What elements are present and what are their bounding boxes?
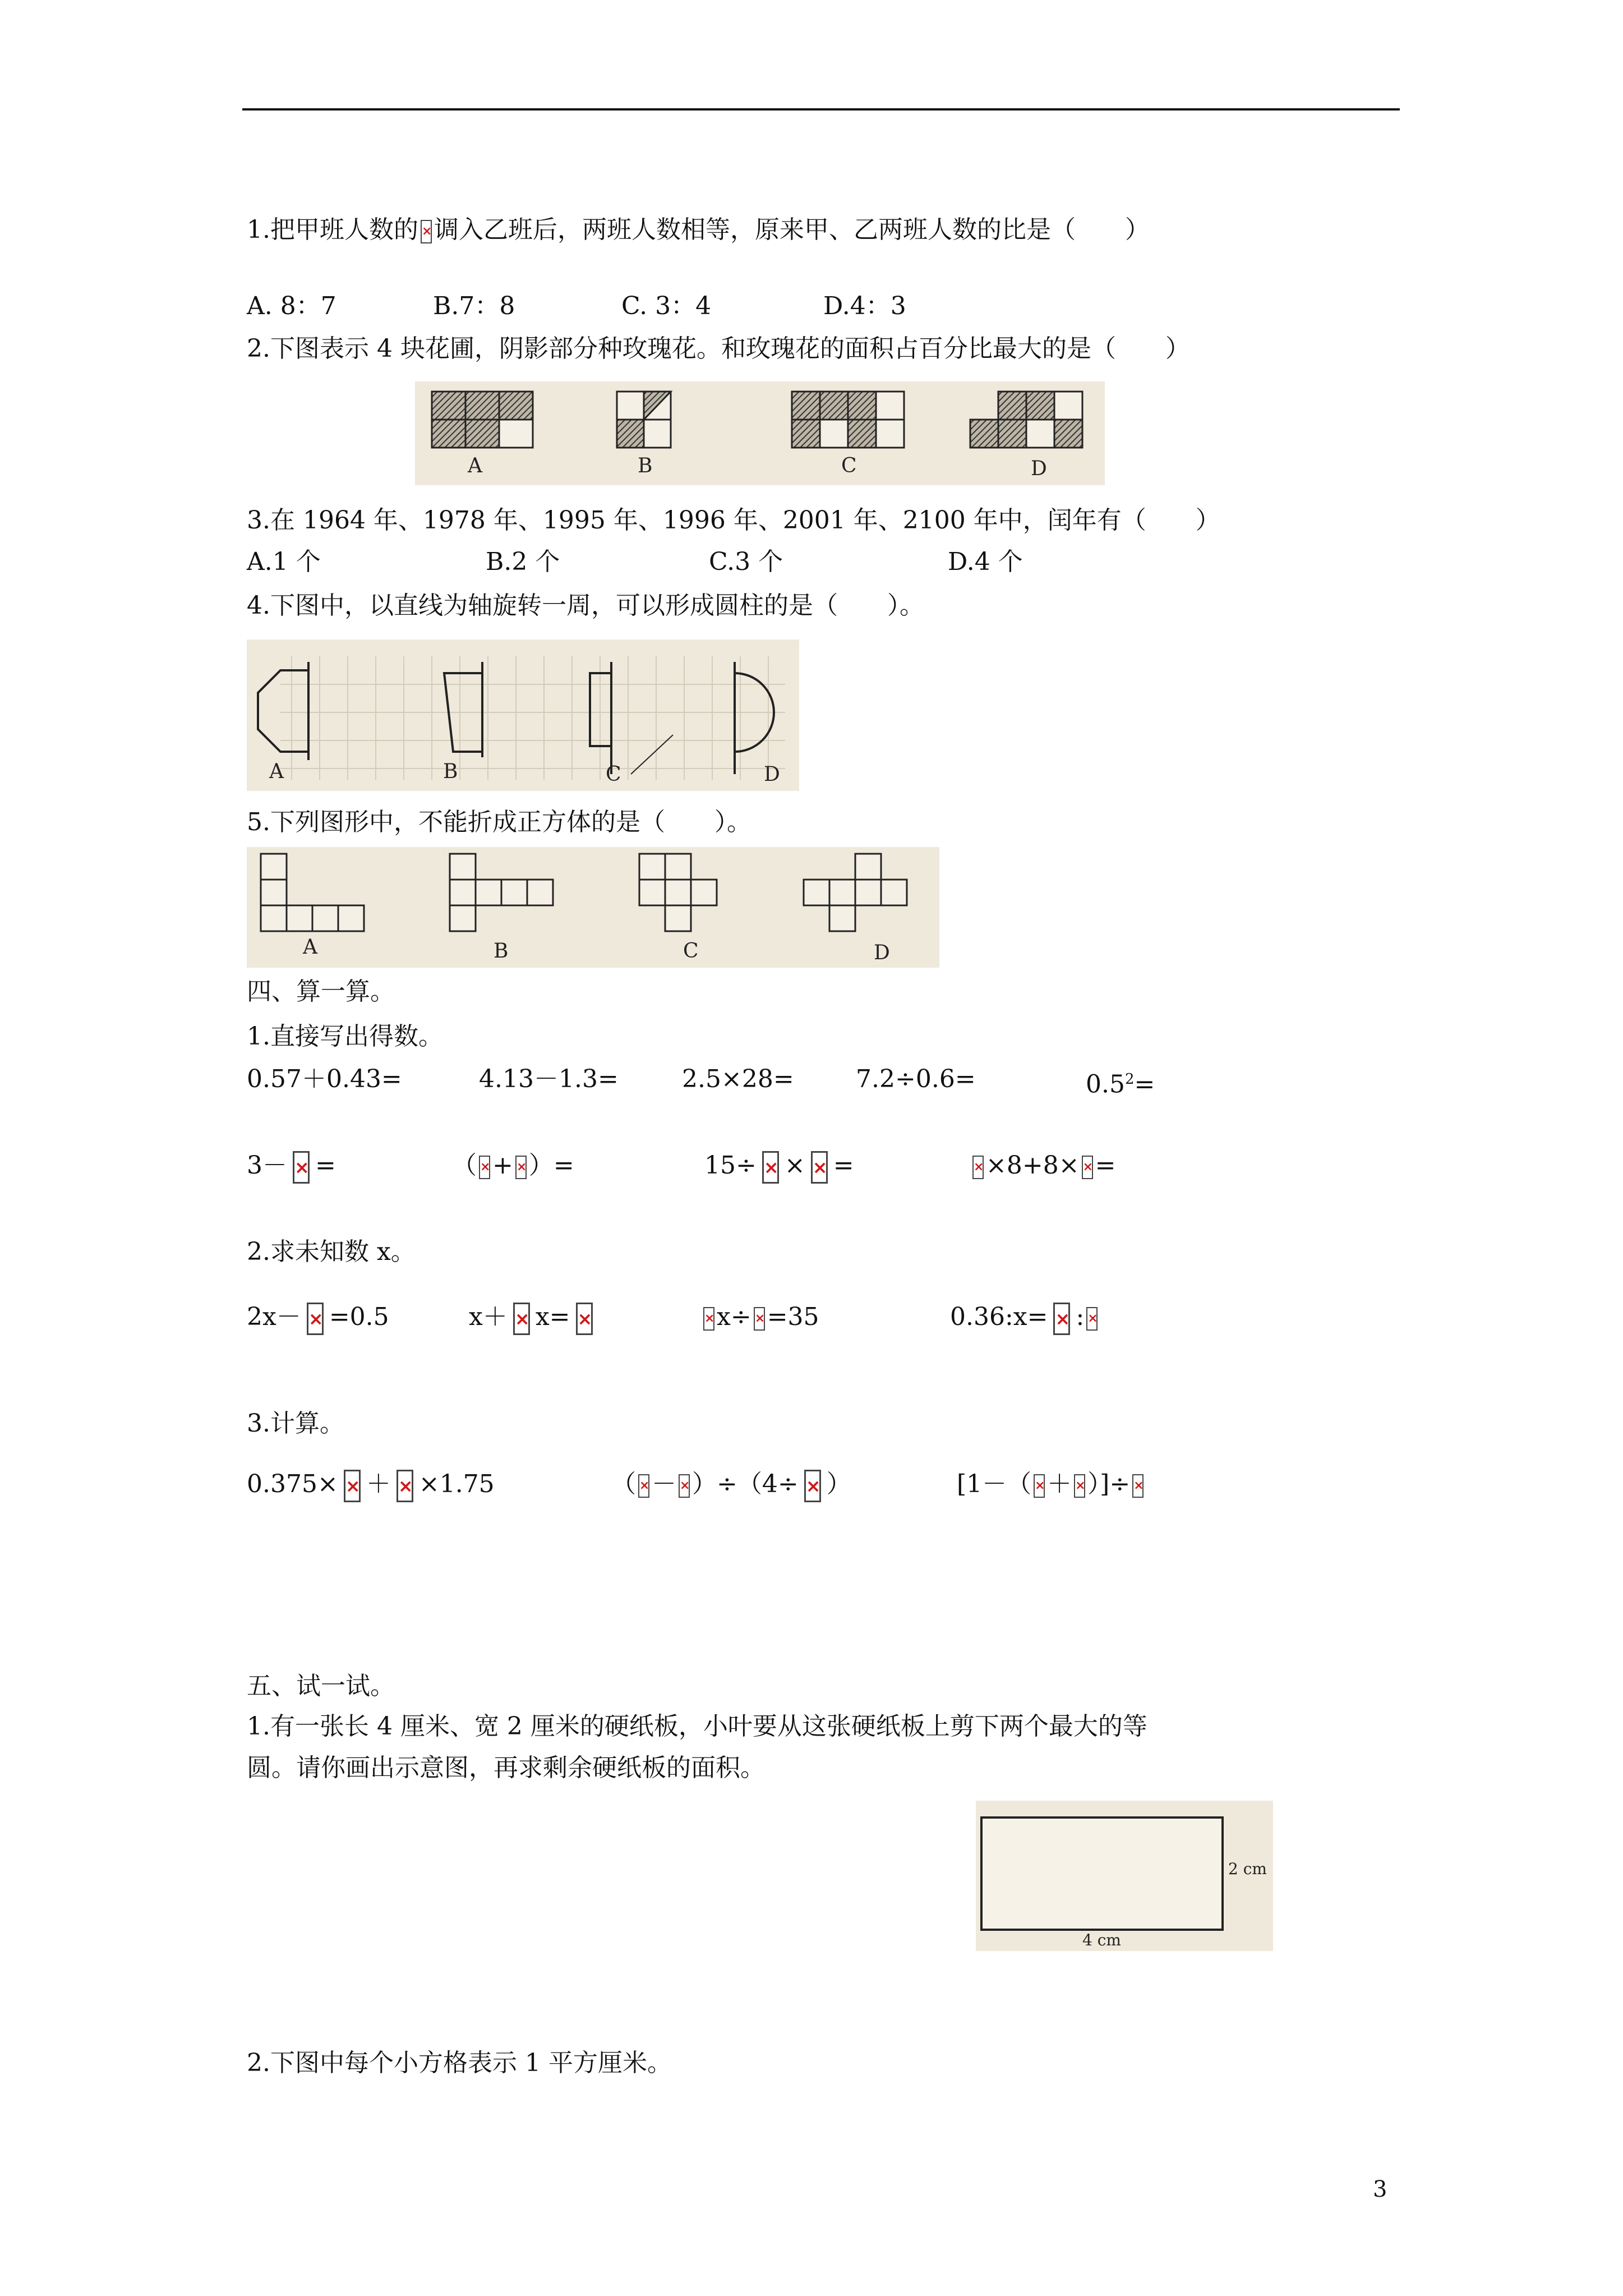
fraction-image-placeholder xyxy=(1132,1474,1144,1498)
q4-label-c: C xyxy=(606,763,621,786)
fraction-image-placeholder xyxy=(1053,1303,1070,1335)
fraction-image-placeholder xyxy=(1034,1474,1045,1498)
calc-row2-a xyxy=(247,1149,336,1184)
q2-label-c: C xyxy=(841,454,857,477)
text: [1－（ xyxy=(957,1470,1032,1498)
fraction-image-placeholder xyxy=(515,1156,527,1179)
text: x= xyxy=(535,1303,570,1331)
fraction-image-placeholder xyxy=(513,1303,530,1335)
header-rule xyxy=(242,108,1400,111)
text: 15÷ xyxy=(704,1151,757,1180)
text: x÷ xyxy=(717,1303,751,1331)
calc-row2-b xyxy=(452,1149,574,1182)
calc-5-equals: = xyxy=(1134,1070,1155,1099)
calc-row2-d xyxy=(970,1149,1115,1182)
equation-a xyxy=(247,1300,389,1335)
fraction-image-placeholder xyxy=(421,220,432,243)
q5-label-d: D xyxy=(874,941,890,964)
fraction-image-placeholder xyxy=(811,1151,828,1184)
question-3-stem: 3.在 1964 年、1978 年、1995 年、1996 年、2001 年、2100 年中，闰年有（ ） xyxy=(247,506,1220,535)
q4-label-b: B xyxy=(443,760,458,783)
fraction-image-placeholder xyxy=(638,1474,649,1498)
text: 2x－ xyxy=(247,1303,301,1331)
q1-option-c: C. 3：4 xyxy=(621,292,712,320)
question-5-stem: 5.下列图形中，不能折成正方体的是（ ）。 xyxy=(247,808,751,836)
q1-option-b: B.7：8 xyxy=(433,292,515,320)
text: =0.5 xyxy=(329,1303,389,1331)
fraction-image-placeholder xyxy=(344,1470,361,1502)
q1-option-d: D.4：3 xyxy=(823,292,906,320)
text: × xyxy=(784,1151,805,1180)
fraction-image-placeholder xyxy=(679,1474,690,1498)
text: ×8+8× xyxy=(986,1151,1080,1180)
text: （ xyxy=(452,1151,477,1180)
fraction-image-placeholder xyxy=(396,1470,413,1502)
text: ）= xyxy=(528,1151,574,1180)
text: 0.375× xyxy=(247,1470,338,1498)
q1-stem-after: 调入乙班后，两班人数相等，原来甲、乙两班人数的比是（ ） xyxy=(434,215,1150,244)
question-2-stem: 2.下图表示 4 块花圃，阴影部分种玫瑰花。和玫瑰花的面积占百分比最大的是（ ） xyxy=(247,334,1190,363)
calc-1: 0.57＋0.43= xyxy=(247,1065,402,1093)
fraction-image-placeholder xyxy=(754,1307,765,1331)
q2-label-b: B xyxy=(638,454,653,477)
expression-a xyxy=(247,1467,495,1502)
q4-label-a: A xyxy=(269,760,284,783)
equation-b xyxy=(469,1300,598,1335)
section-4-sub-3: 3.计算。 xyxy=(247,1409,344,1438)
expression-c xyxy=(957,1467,1146,1501)
text: （ xyxy=(611,1470,636,1498)
q5-label-c: C xyxy=(683,940,699,963)
text: 3－ xyxy=(247,1151,287,1180)
flowerbed-figure xyxy=(415,381,1105,485)
fraction-image-placeholder xyxy=(1082,1156,1093,1179)
q5-label-a: A xyxy=(303,936,317,959)
calc-4: 7.2÷0.6= xyxy=(856,1065,976,1093)
q2-label-d: D xyxy=(1031,457,1047,480)
equation-c xyxy=(701,1300,819,1334)
calc-3: 2.5×28= xyxy=(682,1065,794,1093)
cardboard-figure xyxy=(976,1801,1273,1951)
calc-5-exponent: 2 xyxy=(1124,1071,1135,1088)
section-4-sub-2: 2.求未知数 x。 xyxy=(247,1237,416,1266)
fraction-image-placeholder xyxy=(307,1303,324,1335)
q5-label-b: B xyxy=(494,940,509,963)
fraction-image-placeholder xyxy=(703,1307,714,1331)
text: = xyxy=(833,1151,854,1180)
text: ）÷（4÷ xyxy=(692,1470,799,1498)
rotation-diagram xyxy=(247,639,799,791)
cube-net-diagram xyxy=(247,847,939,968)
flowerbed-diagram xyxy=(415,381,1105,485)
section-5-problem-2: 2.下图中每个小方格表示 1 平方厘米。 xyxy=(247,2049,672,2077)
fraction-image-placeholder xyxy=(804,1470,821,1502)
q1-option-a: A. 8：7 xyxy=(247,292,336,320)
section-4-sub-1: 1.直接写出得数。 xyxy=(247,1022,443,1051)
calc-5-base: 0.5 xyxy=(1086,1070,1125,1099)
fraction-image-placeholder xyxy=(293,1151,310,1184)
text: ）]÷ xyxy=(1087,1470,1131,1498)
page-number: 3 xyxy=(1373,2177,1387,2202)
equation-d xyxy=(950,1300,1100,1335)
text: 0.36:x= xyxy=(950,1303,1048,1331)
text: － xyxy=(652,1470,676,1498)
section-5-problem-1-line-1: 1.有一张长 4 厘米、宽 2 厘米的硬纸板，小叶要从这张硬纸板上剪下两个最大的等 xyxy=(247,1712,1147,1741)
section-5-problem-1-line-2: 圆。请你画出示意图，再求剩余硬纸板的面积。 xyxy=(247,1754,765,1782)
text: ＋ xyxy=(366,1470,391,1498)
width-label: 4 cm xyxy=(1082,1931,1121,1949)
q3-option-d: D.4 个 xyxy=(948,547,1023,576)
text: ＋ xyxy=(1047,1470,1072,1498)
text: + xyxy=(492,1151,513,1180)
text: =35 xyxy=(767,1303,819,1331)
q3-option-a: A.1 个 xyxy=(247,547,321,576)
question-4-stem: 4.下图中，以直线为轴旋转一周，可以形成圆柱的是（ ）。 xyxy=(247,591,924,620)
fraction-image-placeholder xyxy=(1074,1474,1085,1498)
fraction-image-placeholder xyxy=(972,1156,984,1179)
fraction-image-placeholder xyxy=(762,1151,779,1184)
fraction-image-placeholder xyxy=(576,1303,593,1335)
rotation-figure xyxy=(247,639,799,791)
fraction-image-placeholder xyxy=(479,1156,490,1179)
q4-label-d: D xyxy=(764,763,780,786)
text: = xyxy=(1095,1151,1116,1180)
calc-2: 4.13－1.3= xyxy=(479,1065,619,1093)
section-5-title: 五、试一试。 xyxy=(247,1672,395,1700)
q2-label-a: A xyxy=(468,454,482,477)
q3-option-c: C.3 个 xyxy=(709,547,783,576)
text: : xyxy=(1076,1303,1085,1331)
q3-option-b: B.2 个 xyxy=(486,547,560,576)
height-label: 2 cm xyxy=(1228,1860,1267,1878)
text: ） xyxy=(826,1470,851,1498)
text: x＋ xyxy=(469,1303,508,1331)
fraction-image-placeholder xyxy=(1086,1307,1098,1331)
calc-5 xyxy=(1086,1062,1155,1102)
section-4-title: 四、算一算。 xyxy=(247,977,395,1006)
q1-stem-before: 1.把甲班人数的 xyxy=(247,215,418,244)
question-1-stem xyxy=(247,213,1150,247)
calc-row2-c xyxy=(704,1149,854,1184)
expression-b xyxy=(611,1467,851,1502)
text: ×1.75 xyxy=(418,1470,495,1498)
net-figure xyxy=(247,847,939,968)
text: = xyxy=(315,1151,336,1180)
